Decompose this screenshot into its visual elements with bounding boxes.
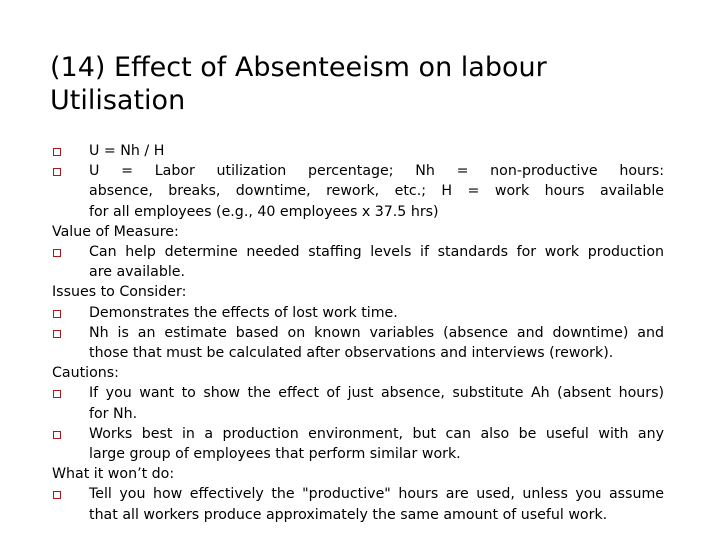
slide-title [50,51,670,117]
bullet-text-line: are available. [89,264,186,281]
bullet-item [52,383,664,423]
bullet-item [52,141,664,161]
bullet-item [52,242,664,282]
bullet-text-line: Tell you how effectively the "productive" hours are used, unless you assume [89,486,664,503]
slide-body [52,141,664,525]
square-bullet-icon [53,431,61,439]
bullet-text-line: large group of employees that perform similar work. [89,446,461,463]
bullet-text-line: for Nh. [89,405,138,422]
section-heading: Cautions: [52,365,119,382]
bullet-item [52,484,664,524]
bullet-text-line: Works best in a production environment, but can also be useful with any [89,425,664,442]
bullet-text-line: those that must be calculated after observations and interviews (rework). [89,345,614,362]
square-bullet-icon [53,330,61,338]
bullet-text-line: Can help determine needed staffing levels if standards for work production [89,244,664,261]
bullet-text-line: that all workers produce approximately the same amount of useful work. [89,506,608,523]
section-heading: Issues to Consider: [52,284,187,301]
bullet-text-line: Nh is an estimate based on known variables (absence and downtime) and [89,324,664,341]
square-bullet-icon [53,491,61,499]
bullet-item [52,424,664,464]
bullet-item [52,161,664,222]
bullet-text-line: U = Nh / H [89,143,165,159]
title-line-2: Utilisation [50,85,186,116]
bullet-text-line: absence, breaks, downtime, rework, etc.; H = work hours available [89,183,664,200]
square-bullet-icon [53,148,61,156]
bullet-item [52,303,664,323]
square-bullet-icon [53,249,61,257]
bullet-text-line: If you want to show the effect of just absence, substitute Ah (absent hours) [89,385,664,402]
title-line-1: (14) Effect of Absenteeism on labour [50,52,547,83]
bullet-text-line: for all employees (e.g., 40 employees x 37.5 hrs) [89,203,439,220]
square-bullet-icon [53,390,61,398]
square-bullet-icon [53,168,61,176]
bullet-item [52,323,664,363]
section-heading: Value of Measure: [52,223,179,240]
bullet-text-line: U = Labor utilization percentage; Nh = non-productive hours: [89,163,664,180]
section-heading: What it won’t do: [52,466,175,483]
square-bullet-icon [53,310,61,318]
bullet-text-line: Demonstrates the effects of lost work time. [89,304,398,321]
